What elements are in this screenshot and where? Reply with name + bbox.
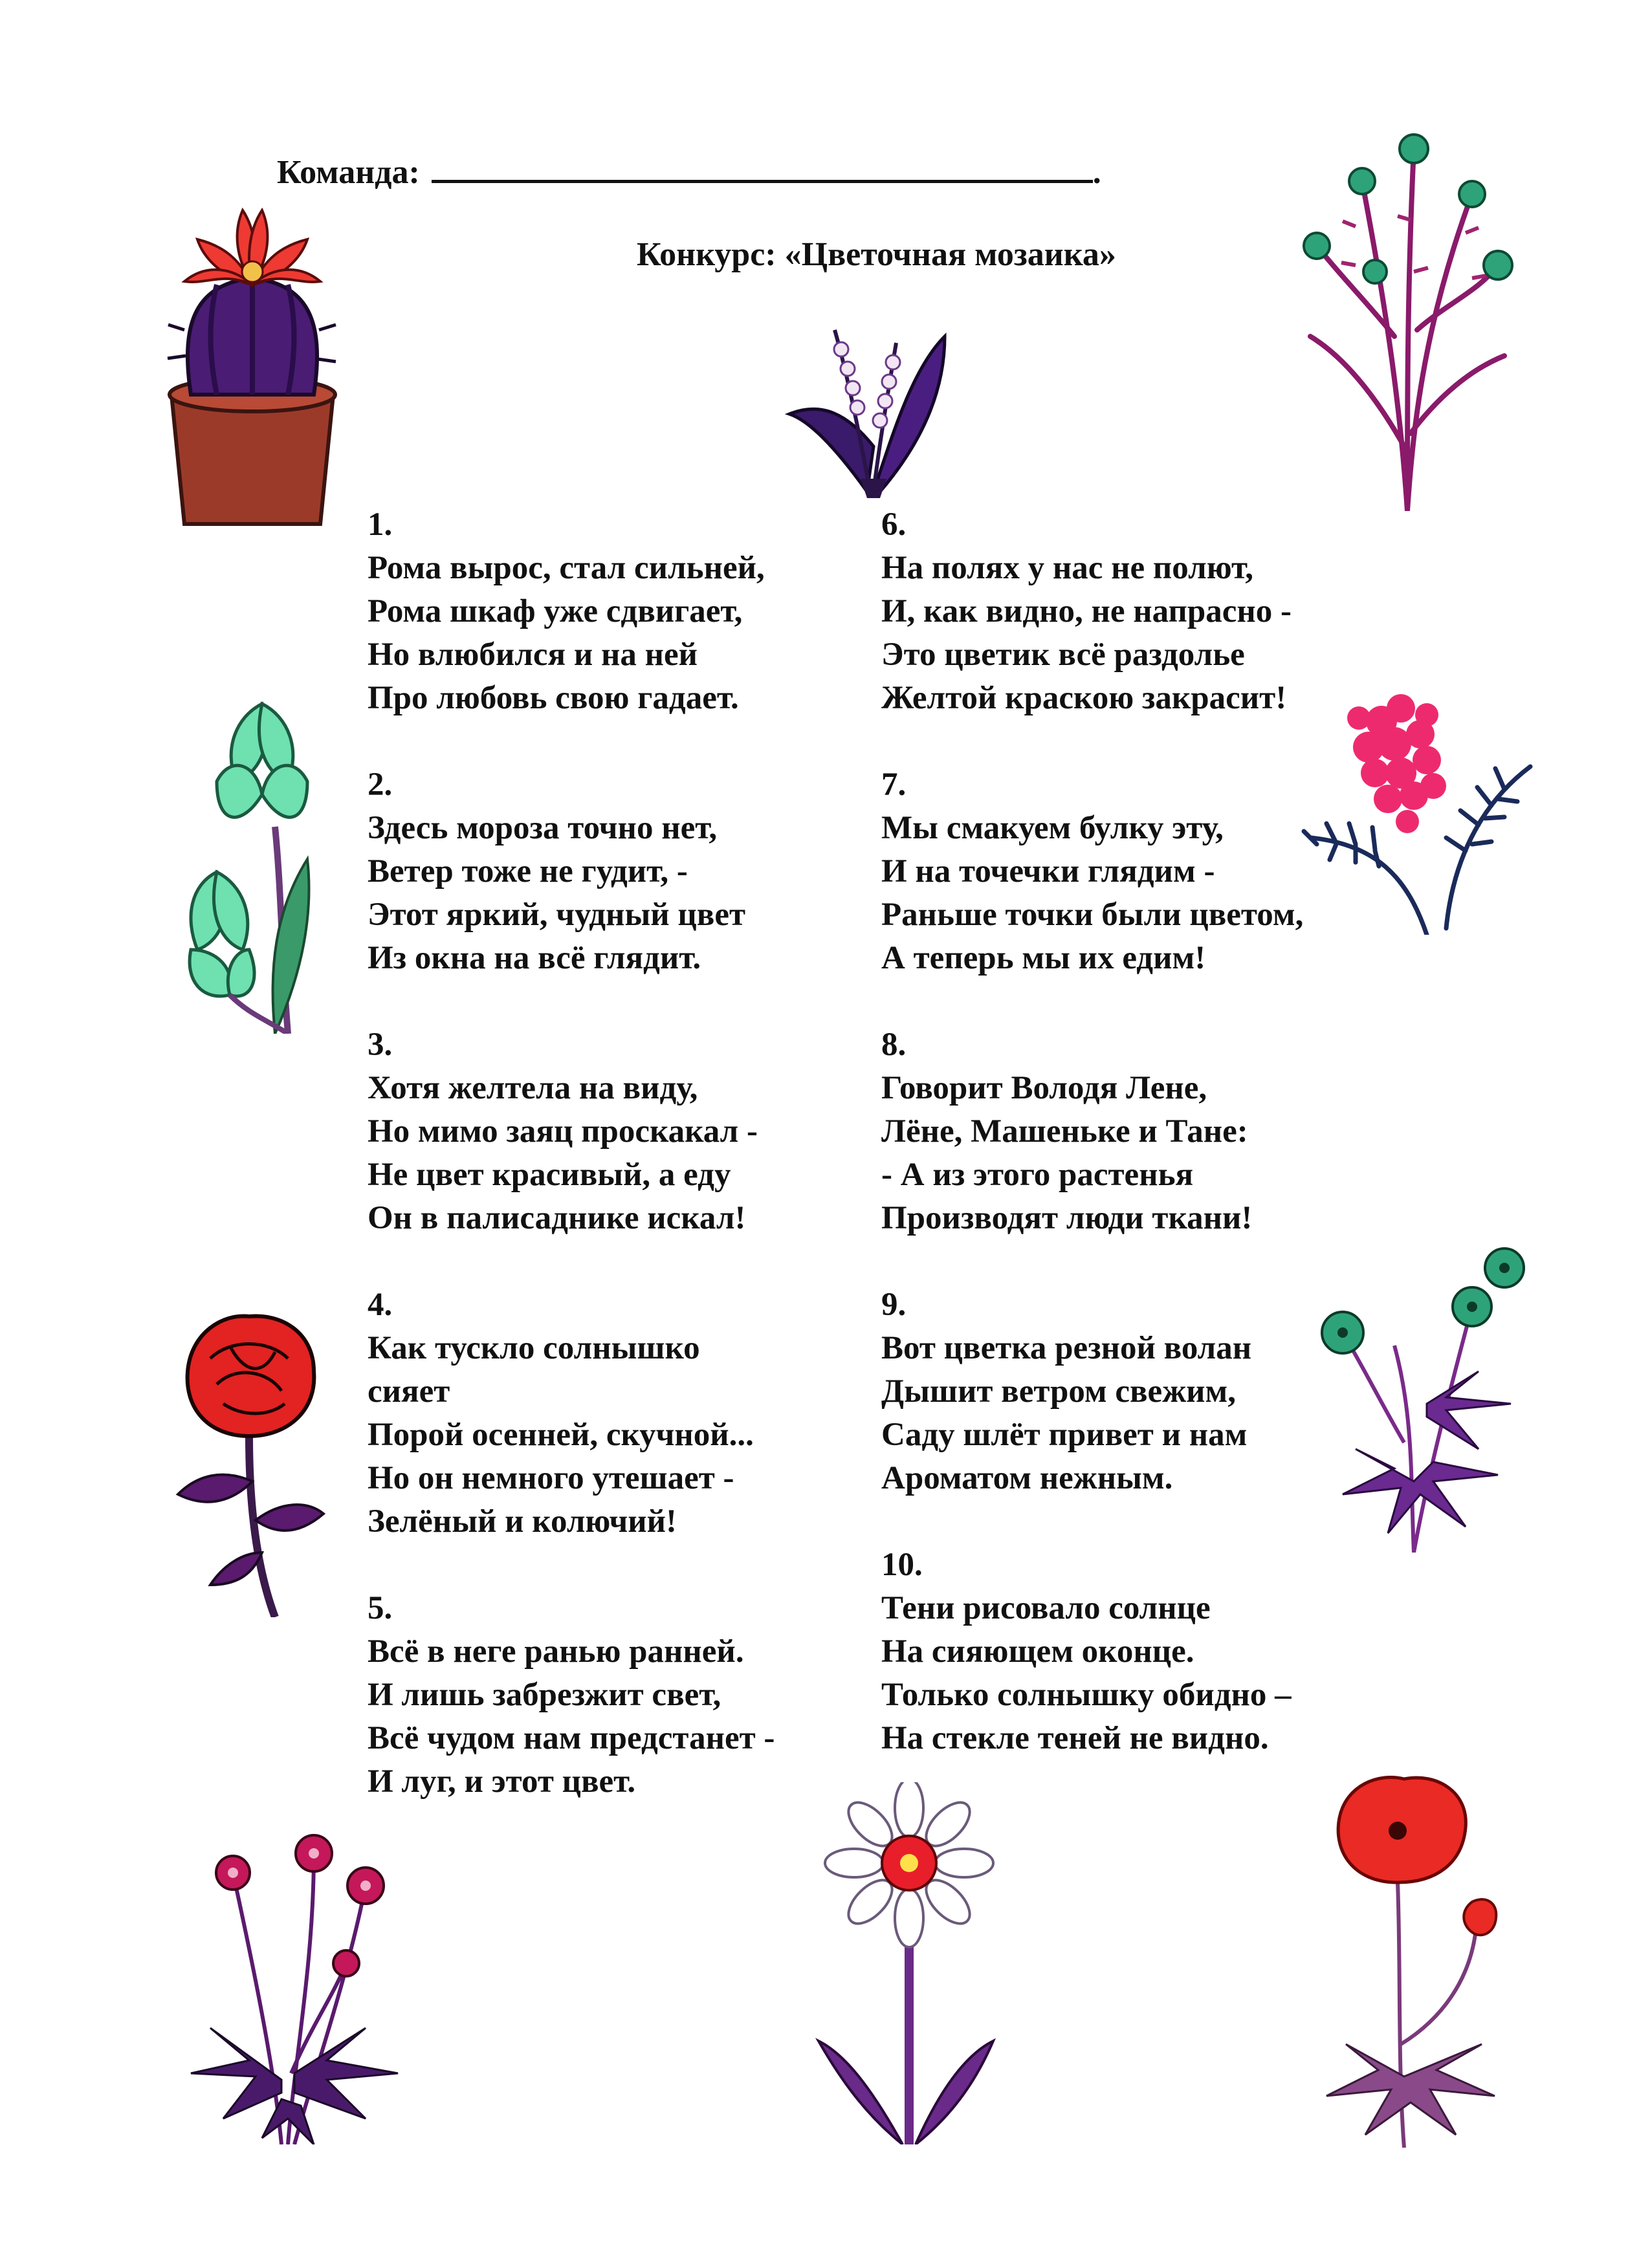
riddle-line: На сияющем оконце.	[881, 1633, 1194, 1670]
riddle-line: Лёне, Машеньке и Тане:	[881, 1113, 1248, 1150]
riddle-line: Желтой краскою закрасит!	[881, 680, 1287, 716]
riddle-line: - А из этого растенья	[881, 1157, 1194, 1193]
iris-icon	[178, 697, 353, 1034]
riddle-number: 10.	[881, 1547, 923, 1583]
riddle-3	[368, 1023, 859, 1240]
riddle-number: 6.	[881, 507, 907, 543]
riddle-number: 7.	[881, 767, 907, 803]
riddle-line: Порой осенней, скучной...	[368, 1417, 754, 1453]
riddle-line: Всё в неге ранью ранней.	[368, 1633, 744, 1670]
riddle-number: 5.	[368, 1590, 393, 1626]
riddle-number: 3.	[368, 1027, 393, 1063]
buttercup-icon	[184, 1815, 424, 2144]
riddle-number: 4.	[368, 1287, 393, 1323]
riddle-line: Рома вырос, стал сильней,	[368, 550, 765, 586]
riddle-number: 1.	[368, 507, 393, 543]
riddle-line: Ветер тоже не гудит, -	[368, 853, 688, 889]
riddle-line: Это цветик всё раздолье	[881, 637, 1245, 673]
lily-of-the-valley-icon	[783, 291, 958, 498]
team-field	[277, 150, 1101, 191]
riddle-line: Из окна на всё глядит.	[368, 940, 701, 976]
riddle-line: Мы смакуем булку эту,	[881, 810, 1224, 846]
riddle-line: Ароматом нежным.	[881, 1460, 1173, 1496]
riddle-line: сияет	[368, 1373, 450, 1410]
riddle-5	[368, 1587, 859, 1804]
riddle-line: Раньше точки были цветом,	[881, 897, 1304, 933]
riddle-line: И, как видно, не напрасно -	[881, 593, 1292, 629]
riddle-line: Рома шкаф уже сдвигает,	[368, 593, 743, 629]
riddle-number: 2.	[368, 767, 393, 803]
riddle-line: Здесь мороза точно нет,	[368, 810, 718, 846]
riddle-line: Только солнышку обидно –	[881, 1677, 1292, 1713]
riddle-8	[881, 1023, 1399, 1240]
riddle-1	[368, 503, 859, 720]
riddle-number: 8.	[881, 1027, 907, 1063]
flax-icon	[1278, 123, 1524, 511]
geranium-icon	[1317, 1236, 1530, 1553]
chamomile-icon	[806, 1782, 1013, 2144]
riddle-number: 9.	[881, 1287, 907, 1323]
riddle-4	[368, 1283, 859, 1543]
team-label: Команда:	[277, 154, 420, 191]
cactus-flower-icon	[146, 201, 359, 537]
riddle-line: И на точечки глядим -	[881, 853, 1215, 889]
riddle-line: Но влюбился и на ней	[368, 637, 698, 673]
riddle-line: Но он немного утешает -	[368, 1460, 734, 1496]
riddle-2	[368, 763, 859, 980]
riddle-line: Саду шлёт привет и нам	[881, 1417, 1248, 1453]
riddle-line: На полях у нас не полют,	[881, 550, 1253, 586]
riddle-line: Этот яркий, чудный цвет	[368, 897, 746, 933]
riddles-left-column	[368, 503, 859, 1847]
riddle-line: Он в палисаднике искал!	[368, 1200, 746, 1236]
riddle-line: Всё чудом нам предстанет -	[368, 1720, 775, 1756]
riddle-line: Тени рисовало солнце	[881, 1590, 1211, 1626]
riddle-line: На стекле теней не видно.	[881, 1720, 1269, 1756]
riddle-10	[881, 1543, 1399, 1760]
rose-icon	[171, 1307, 327, 1617]
riddle-line: Производят люди ткани!	[881, 1200, 1253, 1236]
mimosa-icon	[1297, 682, 1543, 935]
poppy-icon	[1320, 1772, 1514, 2148]
riddle-line: Хотя желтела на виду,	[368, 1070, 698, 1106]
riddle-line: Не цвет красивый, а еду	[368, 1157, 731, 1193]
riddle-line: Говорит Володя Лене,	[881, 1070, 1207, 1106]
riddle-line: Про любовь свою гадает.	[368, 680, 739, 716]
riddle-line: Как тускло солнышко	[368, 1330, 700, 1366]
riddle-line: Дышит ветром свежим,	[881, 1373, 1237, 1410]
riddle-line: Но мимо заяц проскакал -	[368, 1113, 758, 1150]
team-line-end: .	[1092, 154, 1101, 191]
riddle-line: И лишь забрезжит свет,	[368, 1677, 721, 1713]
contest-title: Конкурс: «Цветочная мозаика»	[637, 236, 1116, 273]
riddle-line: И луг, и этот цвет.	[368, 1763, 636, 1800]
team-name-blank	[432, 150, 1093, 183]
riddle-line: А теперь мы их едим!	[881, 940, 1206, 976]
riddle-line: Зелёный и колючий!	[368, 1503, 677, 1540]
riddle-line: Вот цветка резной волан	[881, 1330, 1252, 1366]
